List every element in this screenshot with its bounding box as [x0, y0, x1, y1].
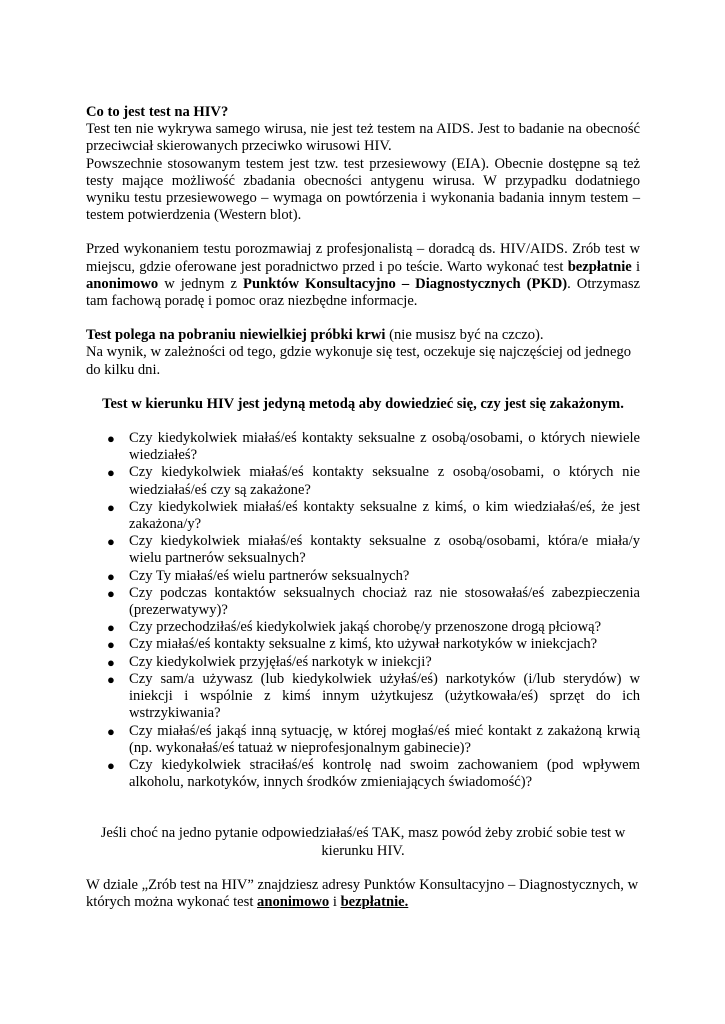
bullet-icon: ●: [107, 499, 115, 515]
consultation-paragraph: Przed wykonaniem testu porozmawiaj z profesjonalistą – doradcą ds. HIV/AIDS. Zrób test w miejscu, gdzie oferowane jest poradnictwo przed i po teście. Warto wykonać test bezpłatnie i anonimowo w jednym z Punktów Konsultacyjno – Diagnostycznych (PKD). Otrzymasz tam fachową poradę i pomoc oraz niezbędne informacje.: [86, 241, 641, 310]
bullet-icon: ●: [107, 431, 115, 447]
bullet-icon: ●: [107, 534, 115, 550]
list-item: ● Czy kiedykolwiek przyjęłaś/eś narkotyk w iniekcji?: [107, 653, 432, 670]
bullet-icon: ●: [107, 757, 115, 773]
bullet-icon: ●: [107, 568, 115, 584]
bullet-icon: ●: [107, 465, 115, 481]
bullet-icon: ●: [107, 620, 115, 636]
list-item: ● Czy kiedykolwiek miałaś/eś kontakty seksualne z kimś, o kim wiedziałaś/eś, że jest zakażona/y?: [107, 498, 640, 533]
bullet-icon: ●: [107, 654, 115, 670]
bullet-icon: ●: [107, 671, 115, 687]
bullet-icon: ●: [107, 723, 115, 739]
list-item: ● Czy podczas kontaktów seksualnych chociaż raz nie stosowałaś/eś zabezpieczenia (prezerwatywy)?: [107, 584, 640, 619]
list-item: ● Czy kiedykolwiek miałaś/eś kontakty seksualne z osobą/osobami, która/e miała/y wielu partnerów seksualnych?: [107, 533, 640, 567]
list-item: ● Czy miałaś/eś kontakty seksualne z kimś, kto używał narkotyków w iniekcjach?: [107, 636, 598, 653]
footer-paragraph: W dziale „Zrób test na HIV” znajdziesz adresy Punktów Konsultacyjno – Diagnostycznych, w których można wykonać test anonimowo i bezpłatnie.: [86, 876, 639, 910]
procedure-paragraph: Test polega na pobraniu niewielkiej próbki krwi (nie musisz być na czczo).: [86, 327, 544, 344]
list-item: ● Czy kiedykolwiek miałaś/eś kontakty seksualne z osobą/osobami, o których niewiele wiedziałeś?: [107, 430, 640, 464]
conclusion-paragraph: Jeśli choć na jedno pytanie odpowiedziałaś/eś TAK, masz powód żeby zrobić sobie test w kierunku HIV.: [100, 825, 626, 859]
bullet-icon: ●: [107, 637, 115, 653]
key-statement: Test w kierunku HIV jest jedyną metodą aby dowiedzieć się, czy jest się zakażonym.: [102, 395, 624, 412]
list-item: ● Czy Ty miałaś/eś wielu partnerów seksualnych?: [107, 567, 410, 584]
intro-paragraph-2: Powszechnie stosowanym testem jest tzw. test przesiewowy (EIA). Obecnie dostępne są też testy mające możliwość zbadania obecności antygenu wirusa. W przypadku dodatniego wyniku testu przesiewowego – wymaga on powtórzenia i wykonania badania innym testem – testem potwierdzenia (Western blot).: [86, 155, 640, 224]
list-item: ● Czy sam/a używasz (lub kiedykolwiek użyłaś/eś) narkotyków (i/lub sterydów) w iniekcji i wspólnie z kimś innym użytkujesz (użytkowała/eś) sprzęt do ich wstrzykiwania?: [107, 670, 640, 722]
list-item: ● Czy przechodziłaś/eś kiedykolwiek jakąś chorobę/y przenoszone drogą płciową?: [107, 619, 602, 636]
result-time-paragraph: Na wynik, w zależności od tego, gdzie wykonuje się test, oczekuje się najczęściej od jednego do kilku dni.: [86, 344, 632, 378]
document-body: [86, 104, 640, 911]
list-item: ● Czy kiedykolwiek miałaś/eś kontakty seksualne z osobą/osobami, o których nie wiedziałaś/eś czy są zakażone?: [107, 464, 640, 498]
intro-paragraph-1: Test ten nie wykrywa samego wirusa, nie jest też testem na AIDS. Jest to badanie na obecność przeciwciał skierowanych przeciwko wirusowi HIV.: [86, 121, 640, 155]
questions-list: [86, 430, 640, 791]
section-title: Co to jest test na HIV?: [86, 104, 229, 120]
list-item: ● Czy kiedykolwiek straciłaś/eś kontrolę nad swoim zachowaniem (pod wpływem alkoholu, narkotyków, innych środków zmieniających świadomość)?: [107, 756, 640, 791]
list-item: ● Czy miałaś/eś jakąś inną sytuację, w której mogłaś/eś mieć kontakt z zakażoną krwią (np. wykonałaś/eś tatuaż w nieprofesjonalnym gabinecie)?: [107, 722, 640, 756]
bullet-icon: ●: [107, 585, 115, 601]
